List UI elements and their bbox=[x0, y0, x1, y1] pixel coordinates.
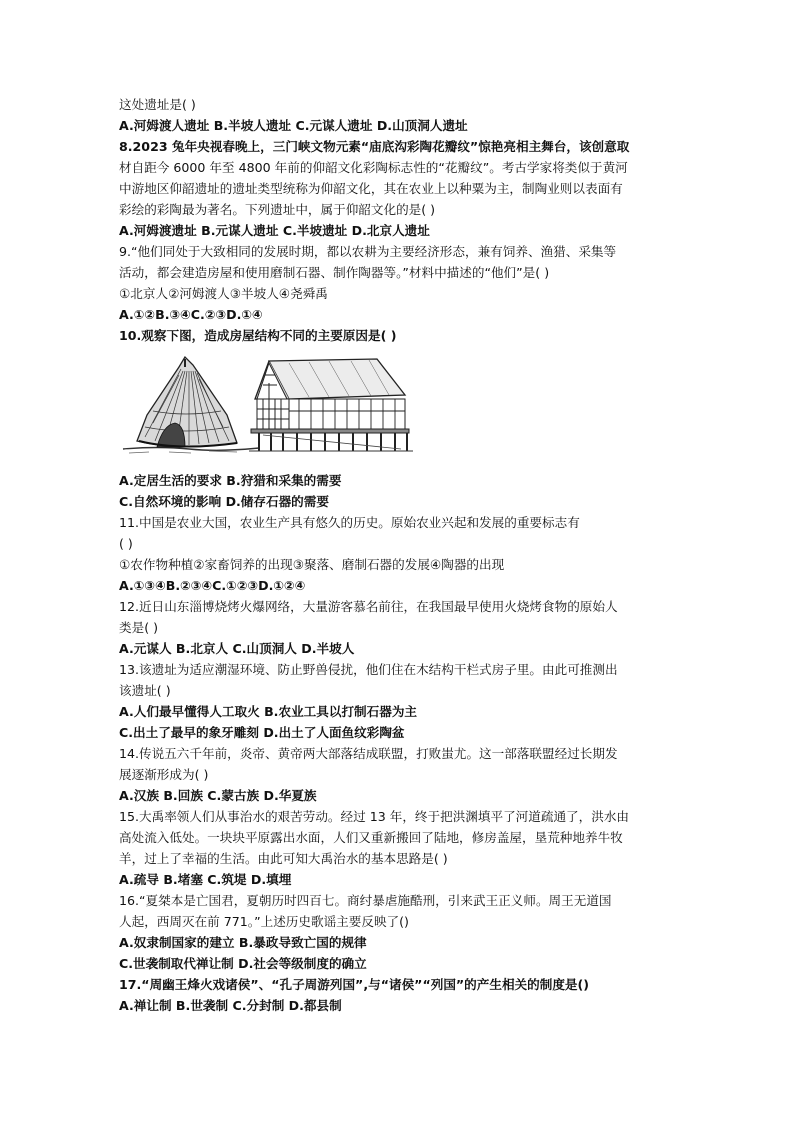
question-8-line-2: 材自距今 6000 年至 4800 年前的仰韶文化彩陶标志性的“花瓣纹”。考古学家将类似于黄河 bbox=[119, 160, 628, 175]
question-16-line-1: 16.“夏桀本是亡国君，夏朝历时四百七。商纣暴虐施酷刑，引来武王正义师。周王无道国 bbox=[119, 893, 612, 908]
question-13-line-2: 该遗址( ) bbox=[119, 683, 171, 698]
question-8-options: A.河姆渡遗址 B.元谋人遗址 C.半坡遗址 D.北京人遗址 bbox=[119, 223, 430, 238]
question-8-line-4: 彩绘的彩陶最为著名。下列遗址中，属于仰韶文化的是( ) bbox=[119, 202, 436, 217]
question-7-stem-end: 这处遗址是( ) bbox=[119, 97, 196, 112]
question-12-options: A.元谋人 B.北京人 C.山顶洞人 D.半坡人 bbox=[119, 641, 355, 656]
question-16-options-2: C.世袭制取代禅让制 D.社会等级制度的确立 bbox=[119, 956, 367, 971]
question-8-line-1: 8.2023 兔年央视春晚上，三门峡文物元素“庙底沟彩陶花瓣纹”惊艳亮相主舞台，该创意取 bbox=[119, 139, 630, 154]
ground-line bbox=[123, 448, 259, 454]
question-9-line-2: 活动，都会建造房屋和使用磨制石器、制作陶器等。”材料中描述的“他们”是( ) bbox=[119, 265, 550, 280]
question-10-stem: 10.观察下图，造成房屋结构不同的主要原因是( ) bbox=[119, 328, 397, 343]
question-15-line-3: 羊，过上了幸福的生活。由此可知大禹治水的基本思路是( ) bbox=[119, 851, 448, 866]
question-9-options: A.①②B.③④C.②③D.①④ bbox=[119, 307, 263, 322]
question-12-line-2: 类是( ) bbox=[119, 620, 159, 635]
question-15-line-1: 15.大禹率领人们从事治水的艰苦劳动。经过 13 年，终于把洪渊填平了河道疏通了，洪水由 bbox=[119, 809, 630, 824]
question-9-line-1: 9.“他们同处于大致相同的发展时期，都以农耕为主要经济形态，兼有饲养、渔猎、采集等 bbox=[119, 244, 617, 259]
house-structures-figure bbox=[119, 353, 419, 458]
question-17-options: A.禅让制 B.世袭制 C.分封制 D.都县制 bbox=[119, 998, 342, 1013]
question-11-line-2: ( ) bbox=[119, 536, 133, 551]
question-8-line-3: 中游地区仰韶遗址的遗址类型统称为仰韶文化，其在农业上以种粟为主，制陶业则以表面有 bbox=[119, 181, 623, 196]
question-13-options-1: A.人们最早懂得人工取火 B.农业工具以打制石器为主 bbox=[119, 704, 418, 719]
question-15-line-2: 高处流入低处。一块块平原露出水面，人们又重新搬回了陆地，修房盖屋，垦荒种地养牛牧 bbox=[119, 830, 623, 845]
question-11-choices: ①农作物种植②家畜饲养的出现③聚落、磨制石器的发展④陶器的出现 bbox=[119, 557, 505, 572]
question-7-options: A.河姆渡人遗址 B.半坡人遗址 C.元谋人遗址 D.山顶洞人遗址 bbox=[119, 118, 468, 133]
question-13-options-2: C.出土了最早的象牙雕刻 D.出土了人面鱼纹彩陶盆 bbox=[119, 725, 405, 740]
question-13-line-1: 13.该遗址为适应潮湿环境、防止野兽侵扰，他们住在木结构干栏式房子里。由此可推测出 bbox=[119, 662, 618, 677]
thatched-hut-illustration bbox=[137, 357, 237, 447]
stilt-house-illustration bbox=[249, 359, 413, 451]
question-16-line-2: 人起，西周灭在前 771。”上述历史歌谣主要反映了() bbox=[119, 914, 409, 929]
question-16-options-1: A.奴隶制国家的建立 B.暴政导致亡国的规律 bbox=[119, 935, 367, 950]
question-9-choices: ①北京人②河姆渡人③半坡人④尧舜禹 bbox=[119, 286, 328, 301]
question-10-options-1: A.定居生活的要求 B.狩猎和采集的需要 bbox=[119, 473, 342, 488]
question-14-line-2: 展逐渐形成为( ) bbox=[119, 767, 209, 782]
question-14-options: A.汉族 B.回族 C.蒙古族 D.华夏族 bbox=[119, 788, 317, 803]
question-10-options-2: C.自然环境的影响 D.储存石器的需要 bbox=[119, 494, 329, 509]
question-14-line-1: 14.传说五六千年前，炎帝、黄帝两大部落结成联盟，打败蚩尤。这一部落联盟经过长期发 bbox=[119, 746, 618, 761]
question-11-options: A.①③④B.②③④C.①②③D.①②④ bbox=[119, 578, 306, 593]
question-11-line-1: 11.中国是农业大国，农业生产具有悠久的历史。原始农业兴起和发展的重要标志有 bbox=[119, 515, 580, 530]
question-17-stem: 17.“周幽王烽火戏诸侯”、“孔子周游列国”,与“诸侯”“列国”的产生相关的制度是() bbox=[119, 977, 590, 992]
question-12-line-1: 12.近日山东淄博烧烤火爆网络，大量游客慕名前往，在我国最早使用火烧烤食物的原始人 bbox=[119, 599, 618, 614]
question-15-options: A.疏导 B.堵塞 C.筑堤 D.填埋 bbox=[119, 872, 292, 887]
